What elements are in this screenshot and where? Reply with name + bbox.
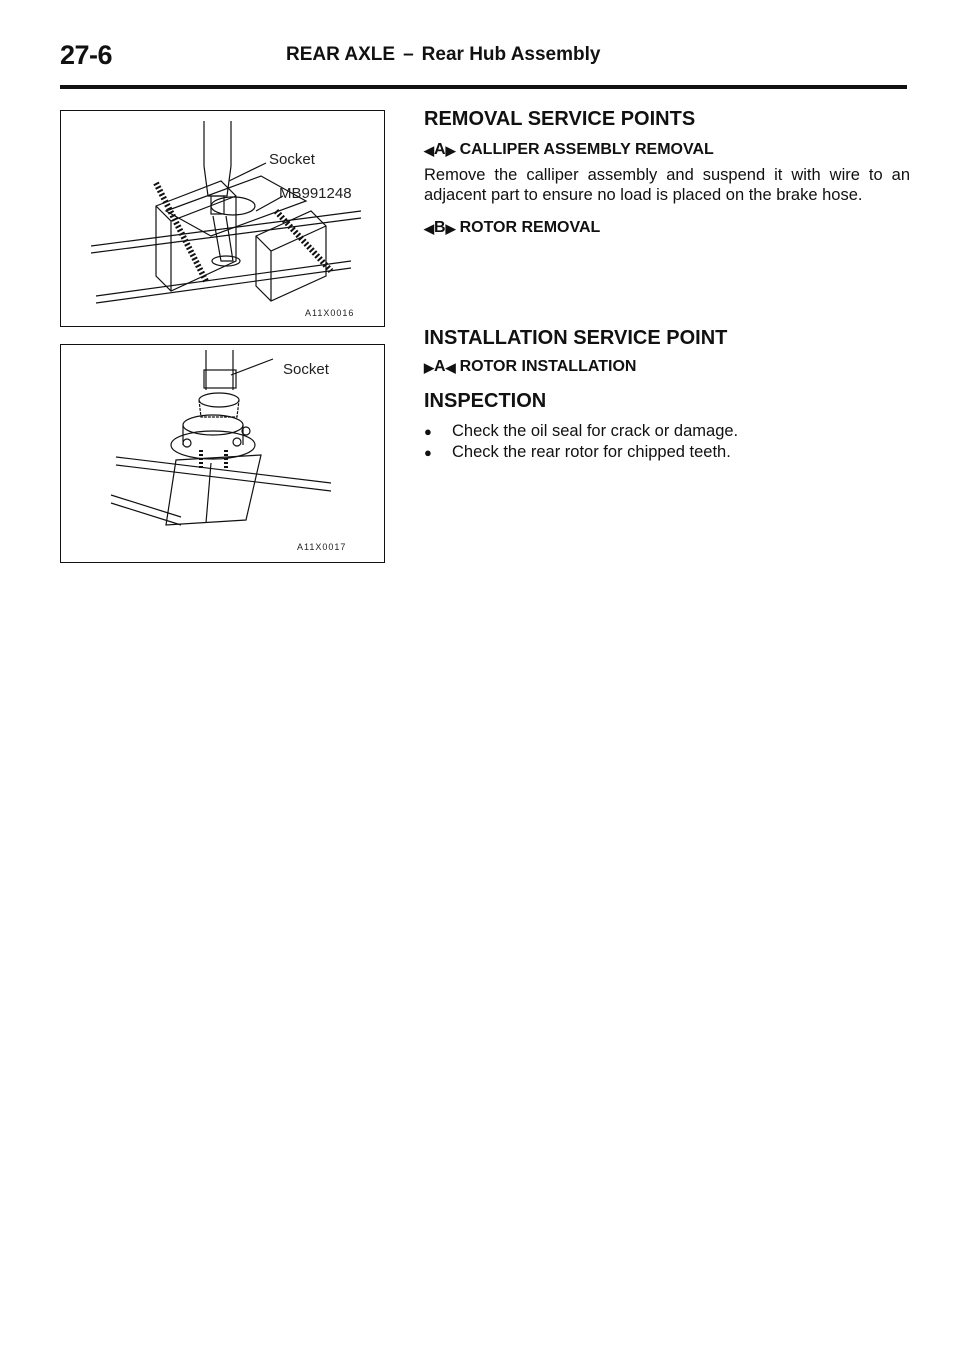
- installation-item-a-heading: [424, 358, 910, 376]
- bullet-icon: ●: [424, 445, 432, 460]
- marker-letter: A: [434, 358, 446, 375]
- label-mb991248: MB991248: [279, 185, 352, 202]
- figure-illustration-2: [61, 345, 384, 562]
- inspection-list: [424, 421, 910, 463]
- page-number: 27-6: [60, 40, 113, 70]
- marker-letter: A: [434, 141, 446, 158]
- subsection-title: Rear Hub Assembly: [421, 44, 601, 65]
- content-column: [424, 108, 910, 463]
- header-rule: [60, 85, 907, 89]
- removal-item-a-heading: [424, 141, 910, 159]
- list-item-text: Check the oil seal for crack or damage.: [452, 422, 739, 440]
- installation-heading: INSTALLATION SERVICE POINT: [424, 327, 728, 349]
- removal-marker-b: [424, 219, 456, 237]
- title-dash: –: [403, 44, 414, 65]
- removal-item-a-text: Remove the calliper assembly and suspend it with wire to an adjacent part to ensure no load is placed on the brake hose.: [424, 166, 910, 204]
- installation-item-a-title: ROTOR INSTALLATION: [459, 358, 637, 375]
- figure-illustration-1: [61, 111, 384, 326]
- figure-socket-hub: [60, 344, 385, 563]
- list-item-text: Check the rear rotor for chipped teeth.: [452, 443, 731, 461]
- figure-code: A11X0017: [297, 542, 347, 552]
- removal-item-a-title: CALLIPER ASSEMBLY REMOVAL: [459, 141, 714, 158]
- removal-item-b-heading: [424, 219, 910, 237]
- label-socket: Socket: [283, 361, 329, 378]
- right-arrow-icon: ▶: [445, 142, 456, 158]
- left-arrow-icon: ◀: [424, 142, 434, 158]
- installation-marker-a: [424, 358, 456, 376]
- marker-letter: B: [434, 219, 446, 236]
- page-title: [286, 44, 600, 66]
- list-item: [424, 421, 910, 442]
- removal-heading: REMOVAL SERVICE POINTS: [424, 108, 696, 130]
- section-title: REAR AXLE: [286, 44, 396, 65]
- right-arrow-icon: ▶: [445, 220, 456, 236]
- label-socket: Socket: [269, 151, 315, 168]
- left-arrow-icon: ◀: [424, 220, 434, 236]
- removal-marker-a: [424, 141, 456, 159]
- removal-item-b-title: ROTOR REMOVAL: [459, 219, 601, 236]
- right-arrow-icon: ▶: [424, 359, 434, 375]
- left-arrow-icon: ◀: [445, 359, 456, 375]
- bullet-icon: ●: [424, 424, 432, 439]
- figure-code: A11X0016: [305, 308, 355, 318]
- list-item: [424, 442, 910, 463]
- inspection-heading: INSPECTION: [424, 390, 547, 412]
- figure-socket-mb991248: [60, 110, 385, 327]
